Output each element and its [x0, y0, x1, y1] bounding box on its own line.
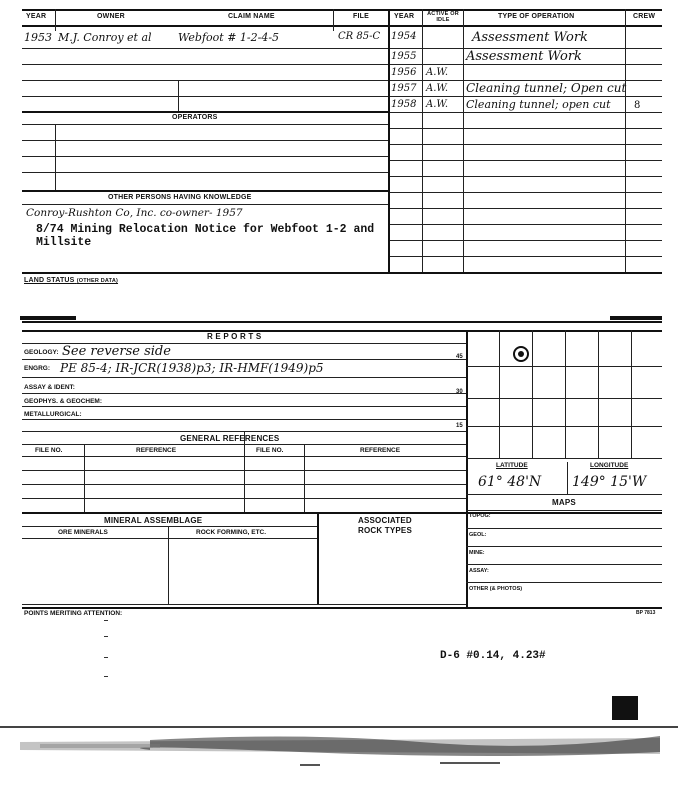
- others-typed-line-1: 8/74 Mining Relocation Notice for Webfoot 1-2 and: [36, 223, 375, 236]
- maps-label: MAPS: [552, 498, 576, 507]
- geophys-label: GEOPHYS. & GEOCHEM:: [24, 398, 103, 405]
- location-marker-icon: [513, 346, 529, 362]
- assay-label: ASSAY & IDENT:: [24, 384, 75, 391]
- num-45: 45: [456, 354, 463, 360]
- num-30: 30: [456, 389, 463, 395]
- topog-label: TOPOG:: [469, 513, 491, 519]
- num-15: 15: [456, 423, 463, 429]
- latitude-value: 61° 48'N: [478, 474, 542, 490]
- engrg-label: ENGRG:: [24, 365, 50, 372]
- form-code: BP 7813: [636, 610, 656, 616]
- scan-mark: [104, 636, 108, 637]
- op-status-5: A.W.: [426, 99, 449, 110]
- header-type-of-operation: TYPE OF OPERATION: [498, 13, 575, 20]
- file-no-header: FILE NO.: [35, 447, 63, 454]
- op-year-5: 1958: [391, 99, 417, 110]
- others-handwritten: Conroy-Rushton Co, Inc. co-owner- 1957: [26, 207, 243, 219]
- header-year-2: YEAR: [394, 13, 415, 20]
- sample-note: D-6 #0.14, 4.23#: [440, 650, 546, 662]
- op-status-4: A.W.: [426, 83, 449, 94]
- other-photos-label: OTHER (& PHOTOS): [469, 586, 523, 592]
- associated-header: ASSOCIATED: [358, 516, 412, 525]
- scan-mark: [104, 657, 108, 658]
- others-label: OTHER PERSONS HAVING KNOWLEDGE: [108, 194, 252, 201]
- ore-minerals-header: ORE MINERALS: [58, 529, 108, 536]
- op-crew-5: 8: [634, 100, 641, 111]
- geology-label: GEOLOGY:: [24, 349, 59, 356]
- claim-file: CR 85-C: [338, 31, 381, 42]
- mine-label: MINE:: [469, 550, 485, 556]
- header-claim-name: CLAIM NAME: [228, 13, 275, 20]
- op-status-3: A.W.: [426, 67, 449, 78]
- scan-mark: [20, 316, 76, 320]
- geology-value: See reverse side: [62, 344, 171, 359]
- general-refs-title: GENERAL REFERENCES: [180, 434, 280, 443]
- claim-year: 1953: [24, 31, 52, 44]
- op-year-1: 1954: [391, 31, 417, 42]
- latitude-label: LATITUDE: [496, 462, 528, 469]
- assay-map-label: ASSAY:: [469, 568, 489, 574]
- rock-forming-header: ROCK FORMING, ETC.: [196, 529, 267, 536]
- reference-header-2: REFERENCE: [360, 447, 401, 454]
- operators-label: OPERATORS: [172, 114, 218, 121]
- scan-mark: [104, 620, 108, 621]
- file-no-header-2: FILE NO.: [256, 447, 284, 454]
- land-status-sub: (OTHER DATA): [76, 278, 119, 284]
- header-active-or-idle: ACTIVE OR IDLE: [427, 11, 459, 23]
- rock-types-header: ROCK TYPES: [358, 526, 413, 535]
- scan-block: [612, 696, 638, 720]
- header-year: YEAR: [26, 13, 47, 20]
- land-status-label: [24, 277, 118, 284]
- longitude-value: 149° 15'W: [572, 474, 647, 490]
- op-year-3: 1956: [391, 67, 417, 78]
- op-type-5: Cleaning tunnel; open cut: [466, 98, 611, 111]
- engrg-value: PE 85-4; IR-JCR(1938)p3; IR-HMF(1949)p5: [60, 361, 324, 375]
- op-type-2: Assessment Work: [466, 49, 582, 64]
- reports-title: R E P O R T S: [207, 332, 262, 341]
- reference-header: REFERENCE: [136, 447, 177, 454]
- scan-mark: [104, 676, 108, 677]
- scan-mark: [610, 316, 662, 320]
- op-year-2: 1955: [391, 51, 417, 62]
- geol-label: GEOL:: [469, 532, 487, 538]
- scan-noise-band: [0, 720, 678, 780]
- op-type-1: Assessment Work: [472, 30, 588, 45]
- others-typed-line-2: Millsite: [36, 236, 92, 249]
- header-owner: OWNER: [97, 13, 125, 20]
- op-year-4: 1957: [391, 83, 417, 94]
- metallurgical-label: METALLURGICAL:: [24, 411, 82, 418]
- mineral-title: MINERAL ASSEMBLAGE: [104, 516, 203, 525]
- land-status-text: LAND STATUS: [24, 277, 75, 284]
- op-type-4: Cleaning tunnel; Open cut: [466, 81, 627, 95]
- header-crew: CREW: [633, 13, 656, 20]
- claim-owner: M.J. Conroy et al: [58, 31, 152, 44]
- longitude-label: LONGITUDE: [590, 462, 629, 469]
- header-file: FILE: [353, 13, 369, 20]
- claim-name: Webfoot # 1-2-4-5: [178, 31, 280, 44]
- points-label: POINTS MERITING ATTENTION:: [24, 610, 123, 617]
